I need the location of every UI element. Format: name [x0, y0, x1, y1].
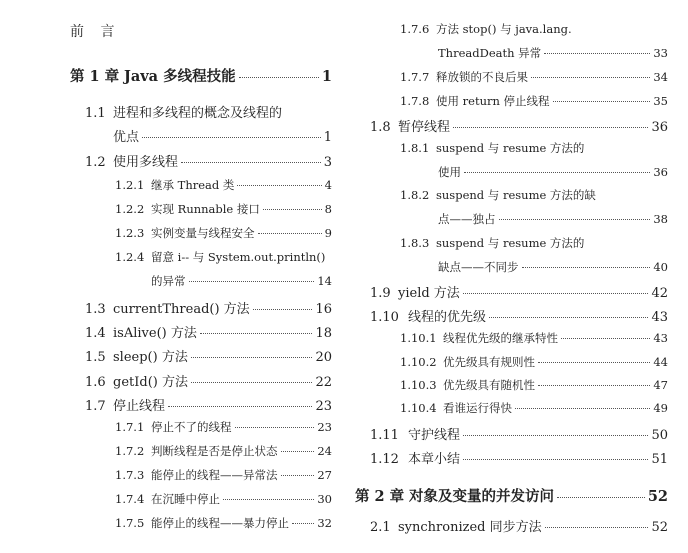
dot-leader	[292, 523, 314, 524]
page-number: 50	[651, 428, 668, 443]
toc-entry-ch2	[355, 485, 668, 506]
subsection-title-cont: ThreadDeath 异常	[438, 46, 542, 60]
page-number: 14	[317, 274, 332, 288]
toc-entry-1-7-5	[115, 515, 332, 531]
section-title: 暂停线程	[398, 120, 451, 135]
subsection-number: 1.7.1	[115, 420, 145, 434]
section-number: 1.10	[370, 310, 399, 325]
dot-leader	[168, 406, 312, 407]
subsection-title: 优先级具有随机性	[443, 378, 535, 392]
page-number: 44	[653, 355, 668, 369]
section-title: 停止线程	[113, 399, 166, 414]
dot-leader	[258, 233, 322, 234]
toc-entry-1-7	[85, 395, 332, 414]
subsection-title-cont: 缺点——不同步	[438, 260, 519, 274]
dot-leader	[544, 53, 650, 54]
toc-entry-1-2-2	[115, 201, 332, 217]
section-title: yield 方法	[398, 286, 460, 301]
preface-heading	[70, 21, 120, 41]
page-number: 32	[317, 516, 332, 530]
section-title: 守护线程	[408, 428, 461, 443]
subsection-number: 1.7.6	[400, 22, 430, 36]
page-number: 36	[653, 165, 668, 179]
dot-leader	[561, 338, 650, 339]
subsection-number: 1.7.3	[115, 468, 145, 482]
dot-leader	[499, 219, 651, 220]
section-number: 1.11	[370, 428, 399, 443]
toc-entry-1-2-4	[115, 249, 332, 265]
subsection-title-cont: 的异常	[151, 274, 186, 288]
toc-entry-1-11	[370, 424, 668, 443]
page-number: 16	[315, 302, 332, 317]
toc-entry-1-8-3	[400, 235, 668, 251]
section-title: isAlive() 方法	[113, 326, 197, 341]
page-number: 51	[651, 452, 668, 467]
subsection-title: 留意 i-- 与 System.out.println()	[151, 250, 326, 264]
dot-leader	[281, 451, 315, 452]
toc-entry-1-12	[370, 448, 668, 467]
dot-leader	[545, 527, 649, 528]
subsection-number: 1.10.3	[400, 378, 437, 392]
subsection-title: suspend 与 resume 方法的	[436, 236, 585, 250]
subsection-title: 继承 Thread 类	[151, 178, 235, 192]
section-number: 1.6	[85, 375, 106, 390]
toc-entry-1-2	[85, 151, 332, 170]
dot-leader	[281, 475, 315, 476]
subsection-number: 1.10.1	[400, 331, 437, 345]
toc-entry-1-10-3	[400, 377, 668, 393]
page-number: 33	[653, 46, 668, 60]
toc-entry-1-7-6-cont	[438, 45, 668, 61]
page-number: 1	[323, 130, 332, 145]
chapter-number: 第 1 章	[70, 68, 120, 85]
subsection-number: 1.8.2	[400, 188, 430, 202]
toc-entry-1-7-2	[115, 443, 332, 459]
toc-entry-ch1	[70, 65, 332, 86]
subsection-number: 1.10.4	[400, 401, 437, 415]
section-number: 1.7	[85, 399, 106, 414]
dot-leader	[239, 77, 319, 78]
subsection-number: 1.2.2	[115, 202, 145, 216]
chapter-title: 对象及变量的并发访问	[409, 488, 554, 505]
toc-entry-1-7-4	[115, 491, 332, 507]
dot-leader	[531, 77, 650, 78]
subsection-title: suspend 与 resume 方法的缺	[436, 188, 596, 202]
page-number: 8	[324, 202, 332, 216]
subsection-number: 1.7.5	[115, 516, 145, 530]
subsection-number: 1.2.4	[115, 250, 145, 264]
subsection-title: 实例变量与线程安全	[151, 226, 255, 240]
dot-leader	[489, 317, 648, 318]
subsection-number: 1.7.2	[115, 444, 145, 458]
section-title: currentThread() 方法	[113, 302, 250, 317]
chapter-number: 第 2 章	[355, 488, 405, 505]
dot-leader	[191, 382, 312, 383]
dot-leader	[464, 172, 650, 173]
subsection-title: 能停止的线程——异常法	[151, 468, 278, 482]
subsection-number: 1.7.8	[400, 94, 430, 108]
toc-entry-1-6	[85, 371, 332, 390]
dot-leader	[263, 209, 322, 210]
dot-leader	[453, 127, 648, 128]
toc-entry-1-9	[370, 282, 668, 301]
section-number: 1.5	[85, 350, 106, 365]
subsection-title: 使用 return 停止线程	[436, 94, 550, 108]
page-number: 43	[651, 310, 668, 325]
subsection-title: 释放锁的不良后果	[436, 70, 528, 84]
dot-leader	[237, 185, 321, 186]
dot-leader	[253, 309, 313, 310]
page-number: 34	[653, 70, 668, 84]
page-number: 36	[651, 120, 668, 135]
page-number: 22	[315, 375, 332, 390]
dot-leader	[181, 162, 321, 163]
subsection-title: 在沉睡中停止	[151, 492, 220, 506]
page-number: 4	[324, 178, 332, 192]
page-number: 3	[323, 155, 332, 170]
page-number: 30	[317, 492, 332, 506]
subsection-title: 实现 Runnable 接口	[151, 202, 260, 216]
page-number: 38	[653, 212, 668, 226]
page-number: 27	[317, 468, 332, 482]
page-number: 20	[315, 350, 332, 365]
subsection-title: 判断线程是否是停止状态	[151, 444, 278, 458]
toc-entry-1-8-1	[400, 140, 668, 156]
chapter-title: Java 多线程技能	[124, 68, 236, 85]
toc-entry-1-4	[85, 322, 332, 341]
subsection-number: 1.2.3	[115, 226, 145, 240]
toc-entry-1-2-3	[115, 225, 332, 241]
dot-leader	[189, 281, 315, 282]
toc-entry-1-1	[85, 102, 332, 121]
section-number: 1.4	[85, 326, 106, 341]
toc-entry-1-10-4	[400, 400, 668, 416]
page-number: 23	[317, 420, 332, 434]
toc-entry-1-2-4-cont	[151, 273, 332, 289]
section-title: getId() 方法	[113, 375, 188, 390]
dot-leader	[463, 459, 648, 460]
subsection-title: 能停止的线程——暴力停止	[151, 516, 289, 530]
subsection-title: 优先级具有规则性	[443, 355, 535, 369]
section-number: 1.2	[85, 155, 106, 170]
preface-title: 前 言	[70, 24, 121, 40]
dot-leader	[557, 497, 645, 498]
subsection-title-cont: 点——独占	[438, 212, 496, 226]
toc-entry-1-7-7	[400, 69, 668, 85]
subsection-title: 方法 stop() 与 java.lang.	[436, 22, 572, 36]
toc-entry-1-10-2	[400, 354, 668, 370]
dot-leader	[553, 101, 651, 102]
dot-leader	[463, 293, 649, 294]
page-number: 24	[317, 444, 332, 458]
dot-leader	[191, 357, 313, 358]
dot-leader	[200, 333, 313, 334]
subsection-number: 1.8.3	[400, 236, 430, 250]
toc-entry-1-8-3-cont	[438, 259, 668, 275]
toc-entry-1-8-1-cont	[438, 164, 668, 180]
subsection-title: 停止不了的线程	[151, 420, 232, 434]
toc-entry-1-1-cont	[113, 126, 332, 145]
toc-entry-2-1	[370, 516, 668, 535]
section-number: 1.9	[370, 286, 391, 301]
dot-leader	[235, 427, 315, 428]
toc-entry-1-5	[85, 346, 332, 365]
section-number: 1.1	[85, 106, 106, 121]
page-number: 52	[651, 520, 668, 535]
section-title-cont: 优点	[113, 130, 140, 145]
dot-leader	[515, 408, 650, 409]
page-number: 9	[324, 226, 332, 240]
toc-entry-1-7-8	[400, 93, 668, 109]
dot-leader	[538, 362, 650, 363]
dot-leader	[538, 385, 650, 386]
subsection-number: 1.8.1	[400, 141, 430, 155]
page-number: 40	[653, 260, 668, 274]
subsection-title-cont: 使用	[438, 165, 461, 179]
page-number: 52	[647, 488, 668, 505]
toc-entry-1-7-6	[400, 21, 668, 37]
section-title: 本章小结	[408, 452, 461, 467]
toc-entry-1-7-1	[115, 419, 332, 435]
page-number: 23	[315, 399, 332, 414]
dot-leader	[142, 137, 321, 138]
toc-entry-1-3	[85, 298, 332, 317]
section-title: sleep() 方法	[113, 350, 188, 365]
dot-leader	[223, 499, 314, 500]
subsection-number: 1.10.2	[400, 355, 437, 369]
page-number: 18	[315, 326, 332, 341]
section-title: 进程和多线程的概念及线程的	[113, 106, 283, 121]
page-number: 47	[653, 378, 668, 392]
page-number: 42	[651, 286, 668, 301]
section-title: 线程的优先级	[408, 310, 487, 325]
section-number: 1.8	[370, 120, 391, 135]
toc-entry-1-8-2-cont	[438, 211, 668, 227]
subsection-title: 线程优先级的继承特性	[443, 331, 558, 345]
section-number: 1.3	[85, 302, 106, 317]
subsection-number: 1.2.1	[115, 178, 145, 192]
dot-leader	[522, 267, 651, 268]
page-number: 35	[653, 94, 668, 108]
section-title: synchronized 同步方法	[398, 520, 542, 535]
toc-entry-1-2-1	[115, 177, 332, 193]
page-number: 1	[321, 68, 332, 85]
page-number: 49	[653, 401, 668, 415]
subsection-title: suspend 与 resume 方法的	[436, 141, 585, 155]
page-number: 43	[653, 331, 668, 345]
subsection-title: 看谁运行得快	[443, 401, 512, 415]
section-title: 使用多线程	[113, 155, 179, 170]
toc-entry-1-10	[370, 306, 668, 325]
toc-entry-1-8	[370, 116, 668, 135]
toc-entry-1-8-2	[400, 187, 668, 203]
toc-entry-1-10-1	[400, 330, 668, 346]
section-number: 1.12	[370, 452, 399, 467]
subsection-number: 1.7.4	[115, 492, 145, 506]
toc-entry-1-7-3	[115, 467, 332, 483]
dot-leader	[463, 435, 648, 436]
section-number: 2.1	[370, 520, 391, 535]
subsection-number: 1.7.7	[400, 70, 430, 84]
